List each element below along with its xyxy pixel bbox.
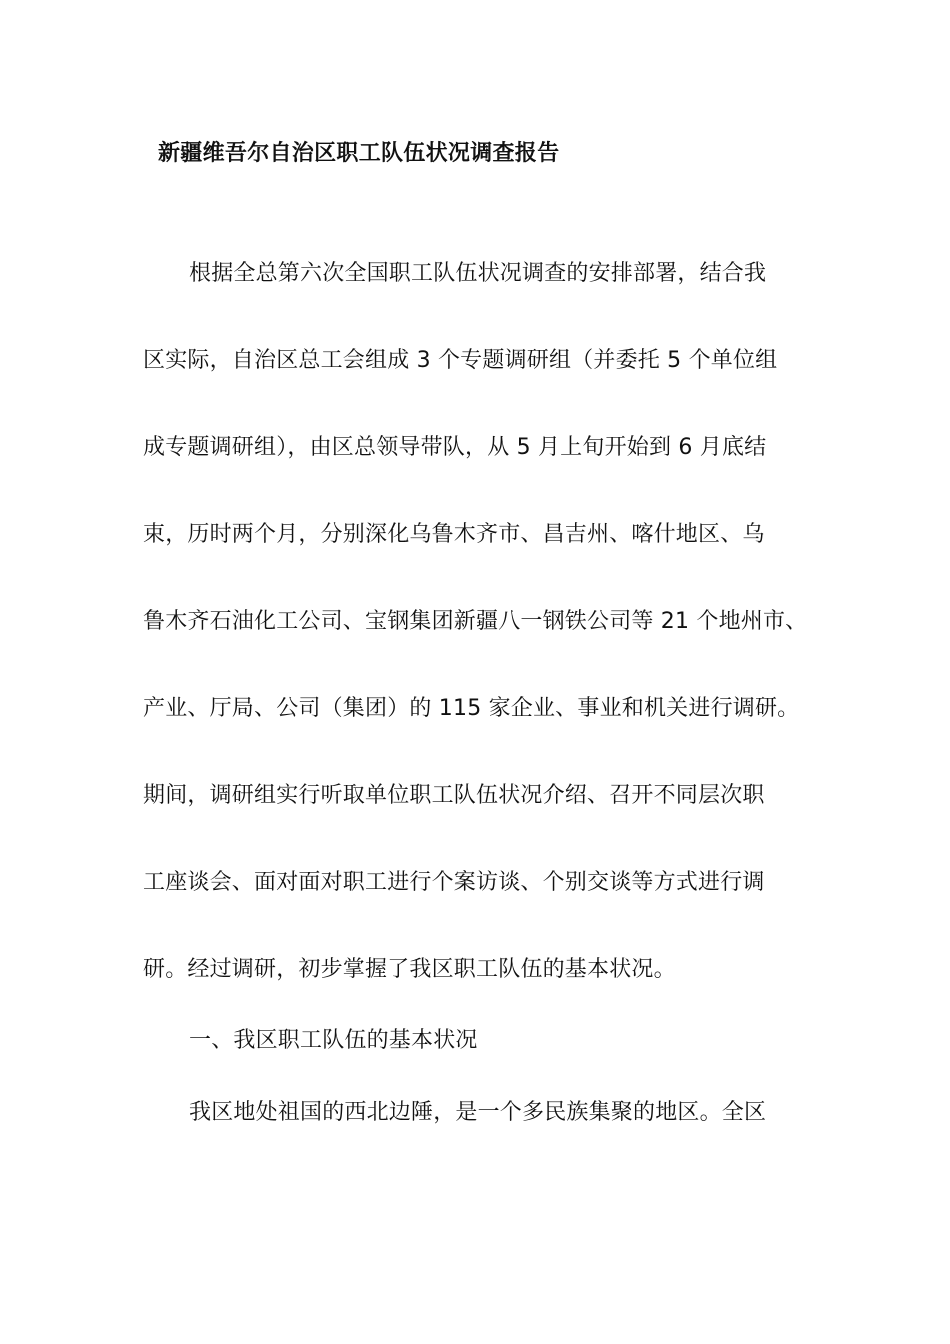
paragraph-line: 研。经过调研，初步掌握了我区职工队伍的基本状况。 <box>143 957 676 982</box>
paragraph-line: 区实际，自治区总工会组成 3 个专题调研组（并委托 5 个单位组 <box>143 348 778 373</box>
paragraph-line: 工座谈会、面对面对职工进行个案访谈、个别交谈等方式进行调 <box>143 870 765 895</box>
section-heading: 一、我区职工队伍的基本状况 <box>189 1028 478 1053</box>
paragraph-line: 根据全总第六次全国职工队伍状况调查的安排部署，结合我 <box>189 261 767 286</box>
paragraph-line: 产业、厅局、公司（集团）的 115 家企业、事业和机关进行调研。 <box>143 696 800 721</box>
document-title: 新疆维吾尔自治区职工队伍状况调查报告 <box>158 141 560 166</box>
paragraph-line: 鲁木齐石油化工公司、宝钢集团新疆八一钢铁公司等 21 个地州市、 <box>143 609 808 634</box>
paragraph-line: 期间，调研组实行听取单位职工队伍状况介绍、召开不同层次职 <box>143 783 765 808</box>
paragraph-line: 束，历时两个月，分别深化乌鲁木齐市、昌吉州、喀什地区、乌 <box>143 522 765 547</box>
paragraph-line: 我区地处祖国的西北边陲，是一个多民族集聚的地区。全区 <box>189 1100 767 1125</box>
paragraph-line: 成专题调研组），由区总领导带队，从 5 月上旬开始到 6 月底结 <box>143 435 767 460</box>
